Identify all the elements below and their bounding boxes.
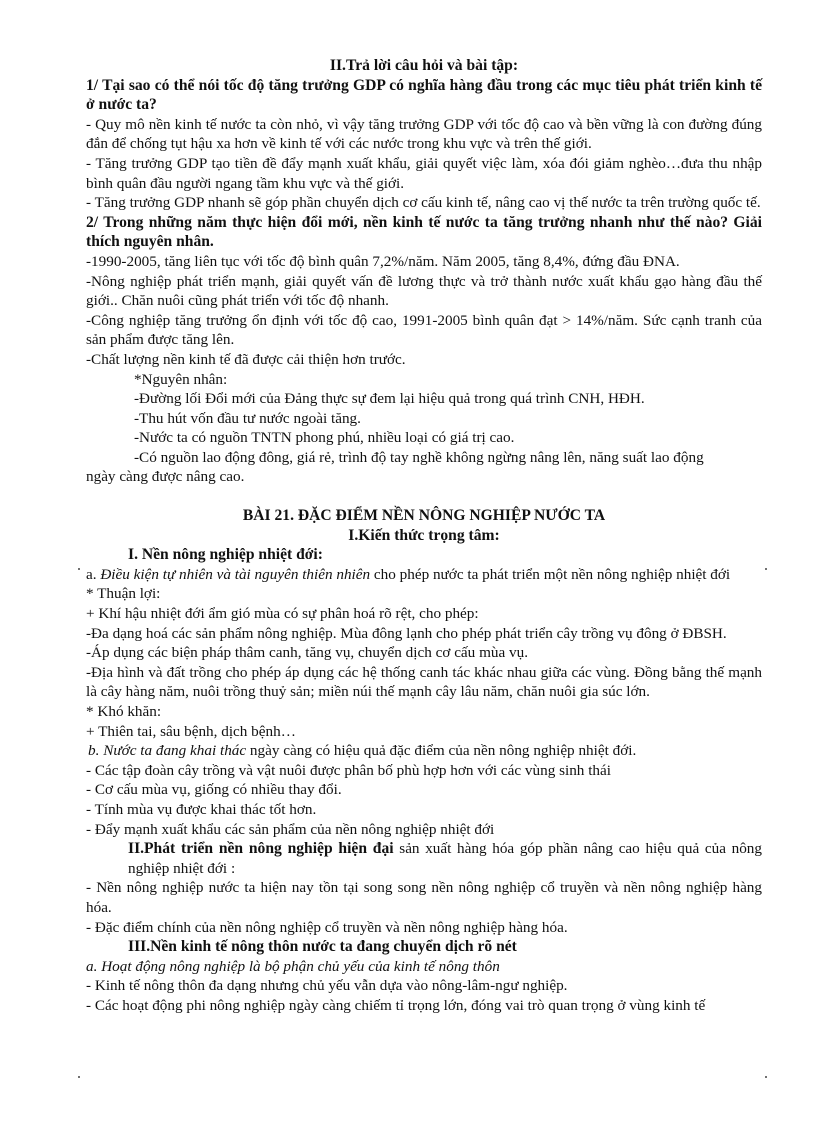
advantage-3: -Áp dụng các biện pháp thâm canh, tăng vụ, chuyển dịch cơ cấu mùa vụ. [86,644,528,662]
margin-dot [765,1076,767,1078]
part3-a: a. Hoạt động nông nghiệp là bộ phận chủ yếu của kinh tế nông thôn [86,957,500,975]
part1-a-rest: cho phép nước ta phát triển một nền nông nghiệp nhiệt đới [370,565,731,583]
part3-item-1: - Kinh tế nông thôn đa dạng nhưng chủ yếu vẫn dựa vào nông-lâm-ngư nghiệp. [86,977,568,995]
section-ii-title: II.Trả lời câu hỏi và bài tập: [329,57,519,74]
advantage-1: + Khí hậu nhiệt đới ẩm gió mùa có sự phân hoá rõ rệt, cho phép: [86,605,479,623]
q2-answer-3: -Công nghiệp tăng trưởng ổn định với tốc độ cao, 1991-2005 bình quân đạt > 14%/năm. Sức cạnh tranh của sản phẩm được tăng lên. [86,311,762,349]
q1-answer-1: - Quy mô nền kinh tế nước ta còn nhỏ, vì vậy tăng trưởng GDP với tốc độ cao và bền vững là con đường đúng đắn để chống tụt hậu xa hơn về kinh tế với các nước trong khu vực và trên thế giới. [86,115,762,153]
difficulties-title: * Khó khăn: [86,703,162,720]
part1-b-item-2: - Cơ cấu mùa vụ, giống có nhiều thay đổi. [86,781,342,799]
part1-b-item-1: - Các tập đoàn cây trồng và vật nuôi được phân bố phù hợp hơn với các vùng sinh thái [86,761,611,779]
part3-title: III.Nền kinh tế nông thôn nước ta đang chuyển dịch rõ nét [128,938,517,956]
q2-answer-1: -1990-2005, tăng liên tục với tốc độ bình quân 7,2%/năm. Năm 2005, tăng 8,4%, đứng đầu ĐNA. [86,252,680,270]
q2-answer-2: -Nông nghiệp phát triển mạnh, giải quyết vấn đề lương thực và trở thành nước xuất khẩu gạo hàng đầu thế giới.. Chăn nuôi cũng phát triển với tốc độ nhanh. [86,272,762,310]
part2-title: II.Phát triển nền nông nghiệp hiện đại [128,840,394,858]
cause-4-rest: ngày càng được nâng cao. [86,468,245,486]
question-1: 1/ Tại sao có thể nói tốc độ tăng trưởng GDP có nghĩa hàng đầu trong các mục tiêu phát triển kinh tế ở nước ta? [86,76,762,114]
part1-title: I. Nền nông nghiệp nhiệt đới: [128,546,323,564]
document-page [86,56,762,1016]
cause-3: -Nước ta có nguồn TNTN phong phú, nhiều loại có giá trị cao. [134,429,515,447]
part1-a-prefix: a. [86,565,101,583]
cause-4-first: -Có nguồn lao động đông, giá rẻ, trình độ tay nghề không ngừng nâng lên, năng suất lao động [134,448,704,466]
difficulty-1: + Thiên tai, sâu bệnh, dịch bệnh… [86,722,296,740]
spacer [86,487,762,506]
part1-b-italic: b. Nước ta đang khai thác [88,742,247,760]
cause-2: -Thu hút vốn đầu tư nước ngoài tăng. [134,409,361,427]
part1-b [86,741,762,761]
q1-answer-3: - Tăng trưởng GDP nhanh sẽ góp phần chuyển dịch cơ cấu kinh tế, nâng cao vị thế nước ta trên trường quốc tế. [86,194,761,212]
margin-dot [78,568,80,570]
advantage-2: -Đa dạng hoá các sản phẩm nông nghiệp. Mùa đông lạnh cho phép phát triển cây trồng vụ đông ở ĐBSH. [86,624,727,642]
part2-item-2: - Đặc điểm chính của nền nông nghiệp cổ truyền và nền nông nghiệp hàng hóa. [86,918,568,936]
cause-title: *Nguyên nhân: [134,370,228,388]
part1-b-rest: ngày càng có hiệu quả đặc điểm của nền nông nghiệp nhiệt đới. [246,742,637,760]
part1-a [86,565,762,585]
question-2: 2/ Trong những năm thực hiện đổi mới, nền kinh tế nước ta tăng trưởng nhanh như thế nào? Giải thích nguyên nhân. [86,213,762,251]
advantage-4: -Địa hình và đất trồng cho phép áp dụng các hệ thống canh tác khác nhau giữa các vùng. Đồng bằng thế mạnh là cây hàng năm, nuôi trồng thuỷ sản; miền núi thế mạnh cây lâu năm, chăn nuôi gia súc lớn. [86,663,762,701]
part2-heading [86,839,762,878]
margin-dot [765,568,767,570]
part1-a-italic: Điều kiện tự nhiên và tài nguyên thiên nhiên [100,565,371,583]
part1-b-item-3: - Tính mùa vụ được khai thác tốt hơn. [86,800,317,818]
lesson-subtitle: I.Kiến thức trọng tâm: [348,526,500,544]
part2-item-1: - Nền nông nghiệp nước ta hiện nay tồn tại song song nền nông nghiệp cổ truyền và nền nông nghiệp hàng hóa. [86,879,762,916]
q2-answer-4: -Chất lượng nền kinh tế đã được cải thiện hơn trước. [86,350,406,368]
cause-1: -Đường lối Đổi mới của Đảng thực sự đem lại hiệu quả trong quá trình CNH, HĐH. [134,390,645,408]
advantages-title: * Thuận lợi: [86,585,161,603]
margin-dot [78,1076,80,1078]
q1-answer-2: - Tăng trưởng GDP tạo tiền đề đẩy mạnh xuất khẩu, giải quyết việc làm, xóa đói giảm nghèo…đưa thu nhập bình quân đầu người ngang tầm khu vực và thế giới. [86,154,762,192]
part2-rest: sản xuất hàng hóa góp phần nâng cao hiệu quả của nông nghiệp nhiệt đới : [128,840,762,877]
part3-item-2: - Các hoạt động phi nông nghiệp ngày càng chiếm tỉ trọng lớn, đóng vai trò quan trọng ở vùng kinh tế [86,996,706,1014]
part1-b-item-4: - Đẩy mạnh xuất khẩu các sản phẩm của nền nông nghiệp nhiệt đới [86,820,495,838]
lesson-title: BÀI 21. ĐẶC ĐIỂM NỀN NÔNG NGHIỆP NƯỚC TA [242,507,606,525]
